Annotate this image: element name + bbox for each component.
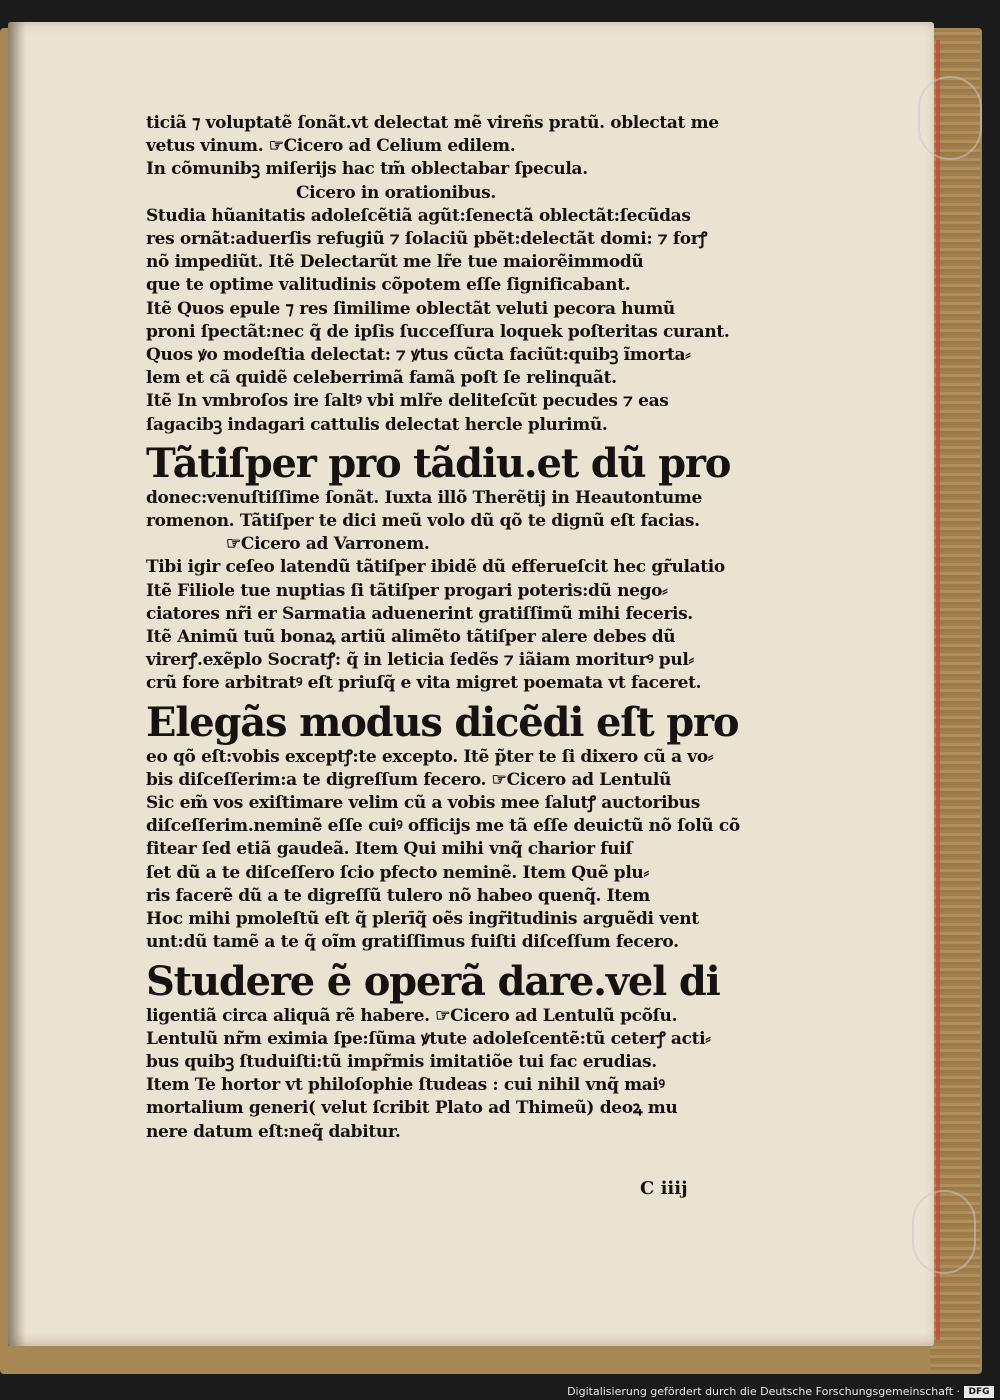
text-line: res ornãt:aduerſis refugiũ ⁊ ſolaciũ pbẽt:delectãt domi: ⁊ forꝭ bbox=[146, 229, 708, 250]
text-line: nere datum eſt:neq̃ dabitur. bbox=[146, 1121, 401, 1142]
text-line: ſagacibꝫ indagari cattulis delectat hercle plurimũ. bbox=[146, 414, 608, 435]
text-line: nõ impediũt. Itẽ Delectarũt me lr̃e tue maiorẽimmodũ bbox=[146, 252, 644, 273]
heading-line: Elegãs modus dicẽdi eſt pro bbox=[146, 698, 739, 746]
text-line: diſceſſerim.neminẽ eſſe cuiꝰ officijs me tã eſſe deuictũ nõ ſolũ cõ bbox=[146, 816, 740, 837]
text-line: Cicero in orationibus. bbox=[296, 182, 496, 203]
signature-mark: C iiij bbox=[640, 1178, 688, 1199]
text-line: Tibi igir ceſeo latendũ tãtiſper ibidẽ dũ efferueſcit hec gr̃ulatio bbox=[146, 557, 725, 578]
page-clip-top bbox=[918, 76, 982, 160]
page-gutter-shadow bbox=[8, 22, 26, 1346]
text-line: Item Te hortor vt philoſophie ſtudeas : cui nihil vnq̃ maiꝰ bbox=[146, 1075, 665, 1096]
text-line: ticiã ⁊ voluptatẽ ſonãt.vt delectat mẽ vireñs pratũ. oblectat me bbox=[146, 113, 719, 133]
text-line: proni ſpectãt:nec q̃ de ipſis ſucceſſura loquek poſteritas curant. bbox=[146, 321, 730, 342]
text-line: Itẽ Filiole tue nuptias ſi tãtiſper progari poteris:dũ nego⸗ bbox=[146, 580, 668, 601]
text-line: bis diſceſſerim:a te digreſſum fecero. ☞Cicero ad Lentulũ bbox=[146, 769, 671, 790]
text-line: Itẽ Animũ tuũ bonaꝝ artiũ alimẽto tãtiſper alere debes dũ bbox=[146, 627, 676, 648]
text-line: Lentulũ nr̃m eximia ſpe:ſũma ꝟtute adoleſcentẽ:tũ ceterꝭ acti⸗ bbox=[146, 1028, 711, 1049]
text-line: Quos ꝟo modeſtia delectat: ⁊ ꝟtus cũcta faciũt:quibꝫ ĩmorta⸗ bbox=[146, 345, 691, 366]
text-line: que te optime valitudinis cõpotem eſſe ſignificabant. bbox=[146, 275, 631, 296]
printed-text-block bbox=[146, 112, 768, 1144]
text-line: Itẽ In vmbroſos ire ſaltꝰ vbi mlr̃e deliteſcũt pecudes ⁊ eas bbox=[146, 391, 669, 412]
text-line: ſet dũ a te diſceſſero ſcio pfecto neminẽ. Item Quẽ plu⸗ bbox=[146, 862, 649, 883]
text-line: bus quibꝫ ſtuduiſti:tũ impr̃mis imitatiõe tui fac erudias. bbox=[146, 1051, 657, 1072]
footer-credit: Digitalisierung gefördert durch die Deutsche Forschungsgemeinschaft · bbox=[567, 1385, 960, 1398]
heading-line: Tãtiſper pro tãdiu.et dũ pro bbox=[146, 439, 731, 487]
text-line: donec:venuſtiſſime ſonãt. Iuxta illõ Therẽtij in Heautontume bbox=[146, 487, 702, 508]
text-line: virerꝭ.exẽplo Socratꝭ: q̃ in leticia ſedẽs ⁊ iãiam moriturꝰ pul⸗ bbox=[146, 650, 694, 671]
text-line: eo qõ eſt:vobis exceptꝭ:te excepto. Itẽ p̃ter te ſi dixero cũ a vo⸗ bbox=[146, 746, 714, 767]
text-line: crũ fore arbitratꝰ eſt priuſq̃ e vita migret poemata vt faceret. bbox=[146, 673, 702, 694]
text-line: mortalium generi( velut ſcribit Plato ad Thimeũ) deoꝝ mu bbox=[146, 1098, 678, 1119]
text-line: ciatores nr̃i er Sarmatia aduenerint gratiſſimũ mihi feceris. bbox=[146, 603, 693, 624]
text-line: lem et cã quidẽ celeberrimã famã poſt ſe relinquãt. bbox=[146, 368, 617, 389]
text-line: vetus vinum. ☞Cicero ad Celium edilem. bbox=[146, 136, 516, 157]
text-line: Studia hũanitatis adoleſcẽtiã agũt:ſenectã oblectãt:ſecũdas bbox=[146, 205, 691, 226]
text-line: ris facerẽ dũ a te digreſſũ tulero nõ habeo quenq̃. Item bbox=[146, 885, 650, 906]
text-line: unt:dũ tamẽ a te q̃ oĩm gratiſſimus fuiſti diſceſſum fecero. bbox=[146, 932, 679, 953]
red-page-edge bbox=[936, 40, 940, 1340]
text-line: ☞Cicero ad Varronem. bbox=[226, 534, 430, 555]
text-line: fitear ſed etiã gaudeã. Item Qui mihi vnq̃ charior fuiſ bbox=[146, 839, 633, 860]
text-line: ligentiã circa aliquã rẽ habere. ☞Cicero ad Lentulũ pcõſu. bbox=[146, 1005, 678, 1026]
text-line: Itẽ Quos epule ⁊ res ſimilime oblectãt veluti pecora humũ bbox=[146, 298, 675, 319]
dfg-logo: DFG bbox=[964, 1386, 994, 1398]
text-line: In cõmunibꝫ miſerijs hac tm̃ oblectabar ſpecula. bbox=[146, 159, 588, 180]
page-clip-bottom bbox=[912, 1190, 976, 1274]
text-line: romenon. Tãtiſper te dici meũ volo dũ qõ te dignũ eſt facias. bbox=[146, 511, 700, 532]
text-line: Sic em̃ vos exiſtimare velim cũ a vobis mee ſalutꝭ auctoribus bbox=[146, 793, 700, 814]
text-line: Hoc mihi pmoleſtũ eſt q̃ plerīq̃ oẽs ingr̃itudinis arguẽdi vent bbox=[146, 909, 699, 930]
heading-line: Studere ẽ operã dare.vel di bbox=[146, 957, 720, 1005]
